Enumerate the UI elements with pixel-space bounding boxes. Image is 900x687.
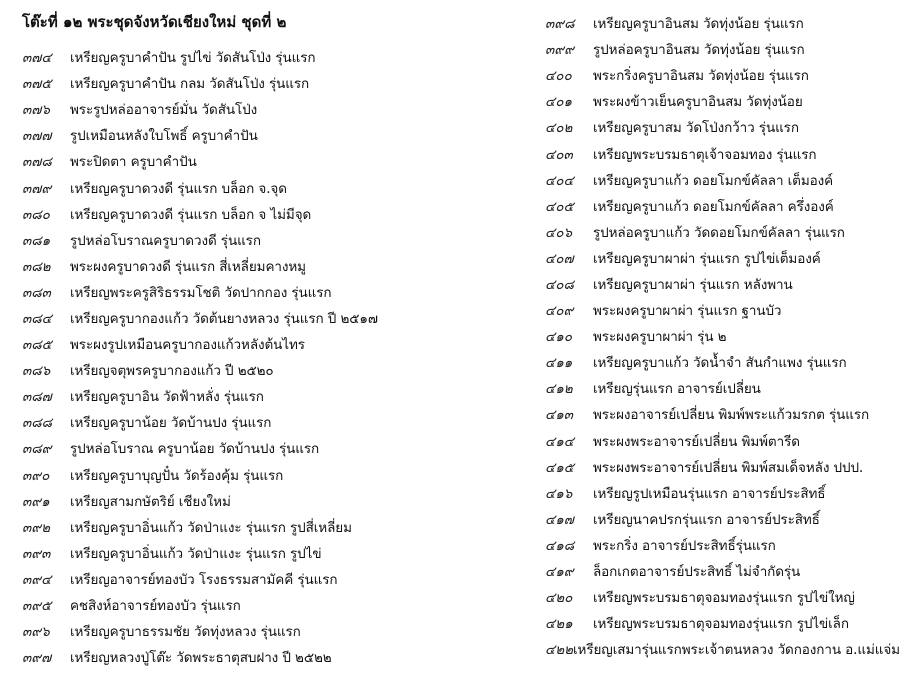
item-number: ๓๗๙ (22, 180, 52, 197)
item-text: รูปหล่อครูบาแก้ว วัดดอยโมกข์คัลลา รุ่นแรก (593, 224, 845, 241)
item-text: พระผงครูบาผาผ่า รุ่นแรก ฐานบัว (593, 303, 782, 320)
list-item (545, 349, 895, 375)
item-text: เหรียญพระบรมธาตุจอมทองรุ่นแรก รูปไข่ใหญ่ (593, 590, 855, 607)
item-text: เหรียญครูบาแก้ว วัดน้ำจำ สันกำแพง รุ่นแรก (593, 355, 847, 372)
item-text: เหรียญครูบาดวงดี รุ่นแรก บล็อก จ ไม่มีจุด (70, 206, 312, 223)
list-item (545, 428, 895, 454)
item-number: ๔๐๑ (545, 94, 573, 111)
item-number: ๓๙๑ (22, 493, 50, 510)
item-number: ๔๐๕ (545, 198, 574, 215)
item-number: ๔๐๒ (545, 120, 573, 137)
item-number: ๔๑๗ (545, 511, 574, 528)
left-item-list (22, 44, 522, 670)
list-item (22, 279, 522, 305)
list-item (545, 219, 895, 245)
list-item (545, 584, 895, 610)
item-text: เหรียญครูบากองแก้ว วัดต้นยางหลวง รุ่นแรก ปี ๒๕๑๗ (70, 310, 378, 327)
item-number: ๓๙๒ (22, 519, 51, 536)
item-number: ๓๗๕ (22, 76, 52, 93)
item-text: พระผงรูปเหมือนครูบากองแก้วหลังต้นไทร (70, 337, 305, 354)
list-item (22, 174, 522, 200)
item-text: พระผงอาจารย์เปลี่ยน พิมพ์พระแก้วมรกต รุ่นแรก (593, 407, 870, 424)
item-text: พระผงพระอาจารย์เปลี่ยน พิมพ์สมเด็จหลัง ปปป. (593, 459, 864, 476)
item-text: พระปิดตา ครูบาคำปัน (70, 154, 197, 171)
item-text: เหรียญครูบาบุญปั๋น วัดร้องคุ้ม รุ่นแรก (70, 467, 284, 484)
list-item (545, 36, 895, 62)
item-text: พระกริ่งครูบาอินสม วัดทุ่งน้อย รุ่นแรก (593, 68, 809, 85)
item-text: ล็อกเกตอาจารย์ประสิทธิ์ ไม่จำกัดรุ่น (593, 564, 801, 581)
list-item (545, 558, 895, 584)
item-number: ๓๘๑ (22, 232, 51, 249)
list-item (545, 193, 895, 219)
page-title: โต๊ะที่ ๑๒ พระชุดจังหวัดเชียงใหม่ ชุดที่ ๒ (22, 13, 287, 31)
list-item (22, 122, 522, 148)
list-item (545, 114, 895, 140)
item-number: ๓๘๙ (22, 441, 52, 458)
item-number: ๔๑๒ (545, 381, 573, 398)
item-number: ๓๙๐ (22, 467, 50, 484)
list-item (545, 532, 895, 558)
list-item (545, 88, 895, 114)
item-number: ๔๐๖ (545, 224, 573, 241)
item-number: ๔๑๕ (545, 459, 575, 476)
item-text: พระผงพระอาจารย์เปลี่ยน พิมพ์ตารีด (593, 433, 800, 450)
item-text: เหรียญนาคปรกรุ่นแรก อาจารย์ประสิทธิ์ (593, 511, 820, 528)
item-text: พระผงครูบาผาผ่า รุ่น ๒ (593, 329, 727, 346)
list-item (545, 271, 895, 297)
item-number: ๔๐๓ (545, 146, 573, 163)
item-text: เหรียญครูบาแก้ว ดอยโมกข์คัลลา เต็มองค์ (593, 172, 834, 189)
item-number: ๔๑๙ (545, 564, 574, 581)
list-item (545, 297, 895, 323)
list-item (545, 454, 895, 480)
list-item (545, 167, 895, 193)
list-item (545, 323, 895, 349)
list-item (545, 506, 895, 532)
list-item (545, 375, 895, 401)
list-item (22, 540, 522, 566)
item-number: ๔๑๖ (545, 485, 573, 502)
item-text: พระรูปหล่ออาจารย์มั่น วัดสันโป่ง (70, 102, 258, 119)
item-text: เหรียญหลวงปู่โต๊ะ วัดพระธาตุสบฝาง ปี ๒๕๒๒ (70, 650, 332, 667)
list-item (22, 435, 522, 461)
item-text: รูปหล่อครูบาอินสม วัดทุ่งน้อย รุ่นแรก (593, 42, 805, 59)
list-item (545, 245, 895, 271)
item-text: เหรียญพระครูสิริธรรมโชติ วัดปากกอง รุ่นแรก (70, 284, 332, 301)
list-item (545, 610, 895, 636)
item-number: ๓๙๔ (22, 571, 52, 588)
item-number: ๔๐๔ (545, 172, 574, 189)
item-number: ๔๑๘ (545, 537, 575, 554)
list-item (22, 644, 522, 670)
item-text: เหรียญครูบาอิ่นแก้ว วัดป่าแงะ รุ่นแรก รูปสี่เหลี่ยม (70, 519, 352, 536)
item-text: เหรียญครูบาผาผ่า รุ่นแรก หลังพาน (593, 276, 793, 293)
item-number: ๓๙๖ (22, 624, 50, 641)
item-number: ๓๘๒ (22, 258, 51, 275)
item-number: ๔๐๐ (545, 68, 572, 85)
item-text: เหรียญครูบาอิน วัดฟ้าหลั่ง รุ่นแรก (70, 389, 264, 406)
list-item (545, 636, 900, 662)
item-text: พระกริ่ง อาจารย์ประสิทธิ์รุ่นแรก (593, 537, 776, 554)
item-text: รูปเหมือนหลังใบโพธิ์ ครูบาคำปัน (70, 128, 258, 145)
item-text: เหรียญครูบาแก้ว ดอยโมกข์คัลลา ครึ่งองค์ (593, 198, 834, 215)
item-number: ๓๗๗ (22, 128, 52, 145)
item-number: ๓๘๘ (22, 415, 53, 432)
item-text: เหรียญครูบาอิ่นแก้ว วัดป่าแงะ รุ่นแรก รูปไข่ (70, 545, 322, 562)
item-number: ๔๐๘ (545, 276, 574, 293)
item-text: รูปหล่อโบราณ ครูบาน้อย วัดบ้านปง รุ่นแรก (70, 441, 320, 458)
list-item (22, 409, 522, 435)
list-item (22, 96, 522, 122)
item-number: ๓๘๖ (22, 363, 51, 380)
list-item (545, 140, 895, 166)
list-item (545, 480, 895, 506)
item-text: เหรียญเสมารุ่นแรกพระเจ้าตนหลวง วัดกองกาน อ.แม่แจ่ม (573, 642, 900, 659)
item-number: ๔๒๐ (545, 590, 573, 607)
item-text: เหรียญครูบาผาผ่า รุ่นแรก รูปไข่เต็มองค์ (593, 250, 821, 267)
list-item (22, 148, 522, 174)
item-number: ๓๙๕ (22, 598, 52, 615)
item-number: ๔๐๗ (545, 250, 574, 267)
item-number: ๓๙๓ (22, 545, 51, 562)
item-text: เหรียญครูบาคำปัน กลม วัดสันโป่ง รุ่นแรก (70, 76, 310, 93)
item-number: ๔๐๙ (545, 303, 574, 320)
item-number: ๔๑๐ (545, 329, 573, 346)
item-text: พระผงครูบาดวงดี รุ่นแรก สี่เหลี่ยมคางหมู (70, 258, 306, 275)
item-text: พระผงข้าวเย็นครูบาอินสม วัดทุ่งน้อย (593, 94, 803, 111)
item-number: ๓๘๔ (22, 310, 52, 327)
item-number: ๓๙๙ (545, 42, 575, 59)
list-item (22, 44, 522, 70)
list-item (22, 331, 522, 357)
item-text: เหรียญรูปเหมือนรุ่นแรก อาจารย์ประสิทธิ์ (593, 485, 826, 502)
item-number: ๓๙๘ (545, 16, 575, 33)
list-item (545, 10, 895, 36)
item-number: ๔๑๑ (545, 355, 573, 372)
item-number: ๓๙๗ (22, 650, 52, 667)
item-number: ๔๒๒ (545, 642, 574, 659)
item-text: เหรียญครูบาธรรมชัย วัดทุ่งหลวง รุ่นแรก (70, 624, 301, 641)
item-number: ๓๗๘ (22, 154, 52, 171)
list-item (22, 488, 522, 514)
item-number: ๓๘๕ (22, 337, 52, 354)
item-number: ๓๘๐ (22, 206, 50, 223)
item-text: เหรียญพระบรมธาตุจอมทองรุ่นแรก รูปไข่เล็ก (593, 616, 849, 633)
list-item (545, 62, 895, 88)
list-item (22, 201, 522, 227)
list-item (22, 592, 522, 618)
item-number: ๔๒๑ (545, 616, 573, 633)
list-item (22, 70, 522, 96)
list-item (22, 357, 522, 383)
item-text: เหรียญครูบาอินสม วัดทุ่งน้อย รุ่นแรก (593, 16, 804, 33)
list-item (22, 305, 522, 331)
right-item-list (545, 10, 900, 662)
item-number: ๓๘๓ (22, 284, 51, 301)
item-text: เหรียญพระบรมธาตุเจ้าจอมทอง รุ่นแรก (593, 146, 817, 163)
list-item (22, 514, 522, 540)
item-text: เหรียญครูบาน้อย วัดบ้านปง รุ่นแรก (70, 415, 272, 432)
item-text: เหรียญรุ่นแรก อาจารย์เปลี่ยน (593, 381, 761, 398)
list-item (22, 227, 522, 253)
item-text: เหรียญครูบาดวงดี รุ่นแรก บล็อก จ.จุด (70, 180, 287, 197)
list-item (22, 383, 522, 409)
item-text: เหรียญจตุพรครูบากองแก้ว ปี ๒๕๒๐ (70, 363, 274, 380)
item-number: ๓๘๗ (22, 389, 52, 406)
item-number: ๓๗๔ (22, 50, 52, 67)
item-text: เหรียญสามกษัตริย์ เชียงใหม่ (70, 493, 231, 510)
item-text: คชสิงห์อาจารย์ทองบัว รุ่นแรก (70, 598, 241, 615)
item-number: ๔๑๓ (545, 407, 574, 424)
item-text: เหรียญอาจารย์ทองบัว โรงธรรมสามัคคี รุ่นแรก (70, 571, 338, 588)
list-item (22, 253, 522, 279)
item-number: ๓๗๖ (22, 102, 50, 119)
list-item (545, 401, 895, 427)
list-item (22, 566, 522, 592)
item-text: รูปหล่อโบราณครูบาดวงดี รุ่นแรก (70, 232, 261, 249)
item-text: เหรียญครูบาคำปัน รูปไข่ วัดสันโป่ง รุ่นแรก (70, 50, 316, 67)
item-number: ๔๑๔ (545, 433, 575, 450)
list-item (22, 462, 522, 488)
item-text: เหรียญครูบาสม วัดโป่งกว้าว รุ่นแรก (593, 120, 799, 137)
list-item (22, 618, 522, 644)
